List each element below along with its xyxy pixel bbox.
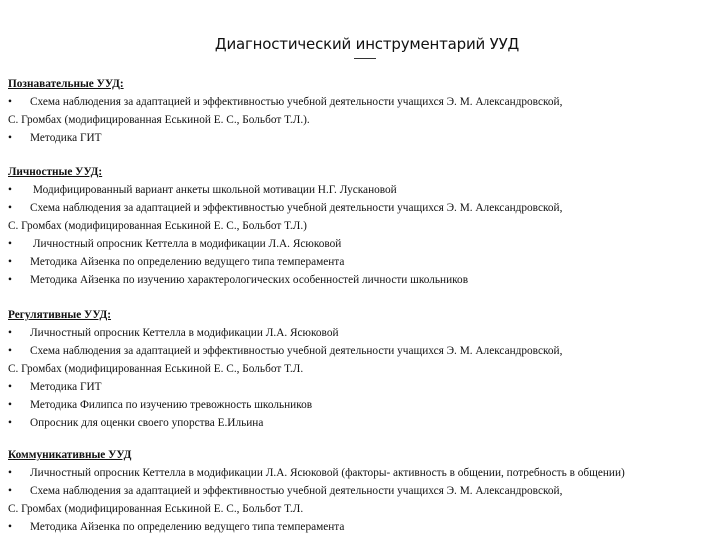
- bullet-item: • Методика Айзенка по определению ведущего типа темперамента: [8, 518, 344, 536]
- section-heading: Личностные УУД:: [8, 166, 103, 178]
- bullet-item: • Методика ГИТ: [8, 378, 102, 396]
- continuation-line: С. Громбах (модифицированная Еськиной Е. С., Больбот Т.Л.).: [8, 114, 310, 126]
- bullet-item: • Личностный опросник Кеттелла в модификации Л.А. Ясюковой: [8, 235, 341, 253]
- continuation-line: С. Громбах (модифицированная Еськиной Е. С., Больбот Т.Л.: [8, 503, 304, 515]
- bullet-item: • Личностный опросник Кеттелла в модификации Л.А. Ясюковой: [8, 324, 339, 342]
- bullet-item: • Схема наблюдения за адаптацией и эффективностью учебной деятельности учащихся Э. М. Александровской,: [8, 342, 562, 360]
- continuation-line: С. Громбах (модифицированная Еськиной Е. С., Больбот Т.Л.: [8, 363, 304, 375]
- page-title: Диагностический инструментарий УУД: [214, 35, 520, 53]
- decorative-underline: [354, 54, 376, 59]
- section-heading: Коммуникативные УУД: [8, 449, 132, 461]
- section-heading: Познавательные УУД:: [8, 78, 124, 90]
- bullet-item: • Личностный опросник Кеттелла в модификации Л.А. Ясюковой (факторы- активность в общении, потребность в общении): [8, 464, 625, 482]
- section-heading: Регулятивные УУД:: [8, 309, 112, 321]
- bullet-item: • Опросник для оценки своего упорства Е.Ильина: [8, 414, 263, 432]
- bullet-item: • Схема наблюдения за адаптацией и эффективностью учебной деятельности учащихся Э. М. Александровской,: [8, 93, 562, 111]
- bullet-item: • Методика ГИТ: [8, 129, 102, 147]
- bullet-item: • Схема наблюдения за адаптацией и эффективностью учебной деятельности учащихся Э. М. Александровской,: [8, 199, 562, 217]
- bullet-item: • Методика Филипса по изучению тревожность школьников: [8, 396, 312, 414]
- bullet-item: • Модифицированный вариант анкеты школьной мотивации Н.Г. Лускановой: [8, 181, 397, 199]
- continuation-line: С. Громбах (модифицированная Еськиной Е. С., Больбот Т.Л.): [8, 220, 307, 232]
- bullet-item: • Методика Айзенка по изучению характерологических особенностей личности школьников: [8, 271, 468, 289]
- bullet-item: • Схема наблюдения за адаптацией и эффективностью учебной деятельности учащихся Э. М. Александровской,: [8, 482, 562, 500]
- bullet-item: • Методика Айзенка по определению ведущего типа темперамента: [8, 253, 344, 271]
